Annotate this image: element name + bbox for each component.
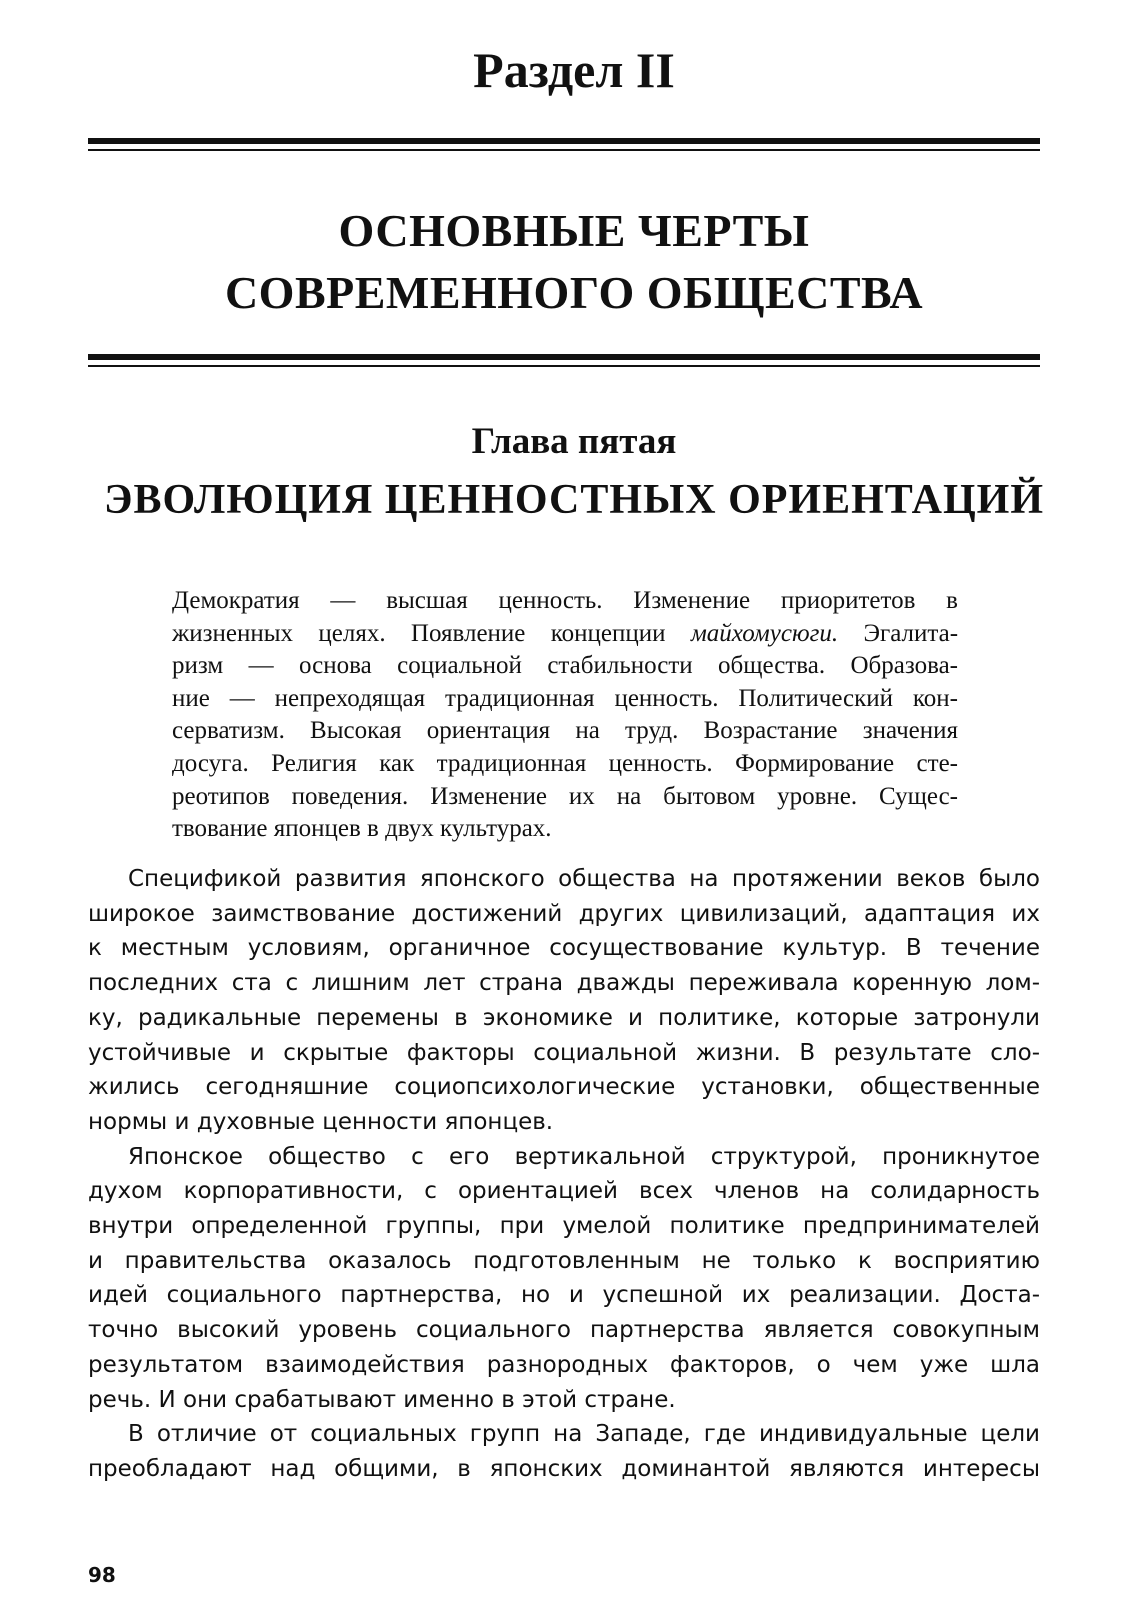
text-line: широкое заимствование достижений других цивилизаций, адаптация их [88,900,1040,927]
thick-rule [88,354,1040,360]
bottom-double-rule [88,354,1040,367]
abstract-line: ризм — основа социальной стабильности общества. Образова- [172,652,958,680]
abstract-line-tail: Эгалита- [863,619,959,647]
top-double-rule [88,138,1040,151]
paragraph-1 [88,862,1040,1140]
thin-rule [88,149,1040,151]
part-title [0,200,1148,324]
chapter-label: Глава пятая [471,421,677,462]
text-line: точно высокий уровень социального партнерства является совокупным [88,1317,1040,1344]
text-line: ку, радикальные перемены в экономике и политике, которые затронули [88,1004,1040,1031]
thick-rule [88,138,1040,144]
text-line: результатом взаимодействия разнородных факторов, о чем уже шла [88,1351,1040,1378]
paragraph-2 [88,1140,1040,1418]
text-line: жились сегодняшние социопсихологические установки, общественные [88,1074,1040,1101]
italic-term: майхомусюги. [690,619,839,647]
chapter-abstract [172,585,958,846]
part-title-line-2: СОВРЕМЕННОГО ОБЩЕСТВА [224,267,924,318]
text-line: Спецификой развития японского общества на протяжении веков было [128,866,1040,892]
chapter-title: ЭВОЛЮЦИЯ ЦЕННОСТНЫХ ОРИЕНТАЦИЙ [103,477,1045,523]
abstract-line: ние — непреходящая традиционная ценность. Политический кон- [172,684,958,712]
text-line: духом корпоративности, с ориентацией всех членов на солидарность [88,1178,1040,1205]
abstract-line-text: жизненных целях. Появление концепции [172,619,666,647]
text-line: устойчивые и скрытые факторы социальной жизни. В результате сло- [88,1039,1040,1066]
text-line: преобладают над общими, в японских доминантой являются интересы [88,1455,1040,1482]
text-line: к местным условиям, органичное сосуществование культур. В течение [88,935,1040,962]
paragraph-3 [88,1417,1040,1486]
text-line: В отличие от социальных групп на Западе, где индивидуальные цели [128,1421,1040,1448]
abstract-line [172,618,958,651]
page-number: 98 [88,1563,116,1587]
text-line: речь. И они срабатывают именно в этой стране. [88,1386,676,1413]
text-line: внутри определенной группы, при умелой политике предпринимателей [88,1213,1040,1240]
abstract-line: досуга. Религия как традиционная ценность. Формирование сте- [172,749,958,777]
part-title-line-1: ОСНОВНЫЕ ЧЕРТЫ [338,205,810,256]
text-line: и правительства оказалось подготовленным не только к восприятию [88,1247,1040,1274]
text-line: нормы и духовные ценности японцев. [88,1108,554,1135]
text-line: Японское общество с его вертикальной структурой, проникнутое [128,1143,1040,1170]
section-title: Раздел II [473,42,675,98]
body-text [88,862,1040,1487]
text-line: идей социального партнерства, но и успешной их реализации. Доста- [88,1282,1040,1309]
abstract-line: Демократия — высшая ценность. Изменение приоритетов в [172,587,958,614]
thin-rule [88,365,1040,367]
abstract-line: реотипов поведения. Изменение их на бытовом уровне. Сущес- [172,782,958,810]
abstract-line: твование японцев в двух культурах. [172,815,552,843]
text-line: последних ста с лишним лет страна дважды переживала коренную лом- [88,970,1040,997]
abstract-line: серватизм. Высокая ориентация на труд. Возрастание значения [172,717,958,745]
